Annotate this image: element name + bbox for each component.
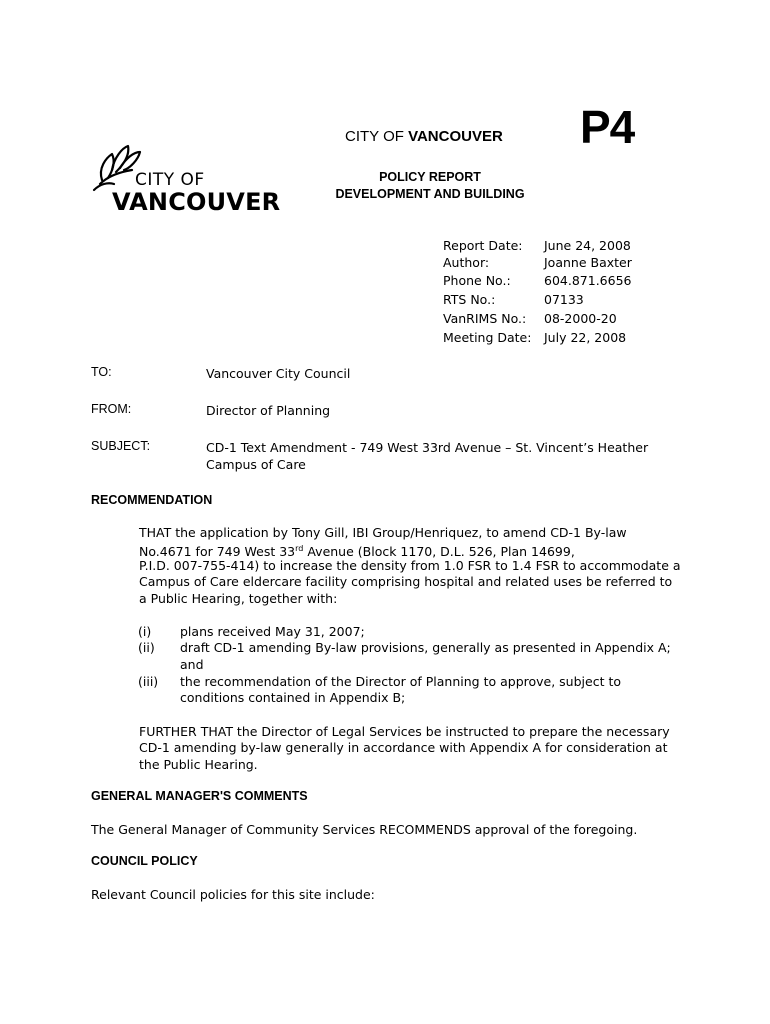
- to-label: TO:: [91, 365, 112, 379]
- recommendation-line-2b: Avenue (Block 1170, D.L. 526, Plan 14699,: [303, 544, 575, 560]
- list-item-number: (i): [138, 624, 152, 639]
- from-value: Director of Planning: [206, 403, 331, 418]
- author-label: Author:: [443, 255, 490, 270]
- gm-comments-text: The General Manager of Community Services RECOMMENDS approval of the foregoing.: [91, 822, 638, 837]
- list-item-text: the recommendation of the Director of Planning to approve, subject to: [180, 674, 622, 689]
- recommendation-line-1: THAT the application by Tony Gill, IBI Group/Henriquez, to amend CD-1 By-law: [139, 525, 627, 540]
- from-label: FROM:: [91, 402, 132, 416]
- report-type-subtitle: DEVELOPMENT AND BUILDING: [335, 187, 525, 201]
- subject-label: SUBJECT:: [91, 439, 151, 453]
- vanrims-value: 08-2000-20: [544, 311, 617, 326]
- list-item-text-continued: conditions contained in Appendix B;: [180, 690, 406, 705]
- further-line-3: the Public Hearing.: [139, 757, 258, 772]
- phone-label: Phone No.:: [443, 273, 511, 288]
- list-item-text: draft CD-1 amending By-law provisions, generally as presented in Appendix A;: [180, 640, 671, 655]
- further-line-1: FURTHER THAT the Director of Legal Services be instructed to prepare the necessary: [139, 724, 670, 739]
- report-type-title: POLICY REPORT: [379, 170, 481, 184]
- author-value: Joanne Baxter: [544, 255, 632, 270]
- meeting-date-value: July 22, 2008: [544, 330, 627, 345]
- list-item-number: (iii): [138, 674, 159, 689]
- vanrims-label: VanRIMS No.:: [443, 311, 527, 326]
- logo-vancouver: VANCOUVER: [112, 188, 281, 216]
- subject-line-1: CD-1 Text Amendment - 749 West 33rd Avenue – St. Vincent’s Heather: [206, 440, 649, 455]
- list-item-number: (ii): [138, 640, 155, 655]
- recommendation-line-5: a Public Hearing, together with:: [139, 591, 338, 606]
- list-item-text: plans received May 31, 2007;: [180, 624, 365, 639]
- rts-value: 07133: [544, 292, 584, 307]
- gm-comments-heading: GENERAL MANAGER'S COMMENTS: [91, 789, 308, 803]
- council-policy-heading: COUNCIL POLICY: [91, 854, 198, 868]
- recommendation-line-2a: No.4671 for 749 West 33: [139, 544, 296, 560]
- page-code: P4: [580, 101, 635, 153]
- rts-label: RTS No.:: [443, 292, 496, 307]
- subject-line-2: Campus of Care: [206, 457, 306, 472]
- phone-value: 604.871.6656: [544, 273, 632, 288]
- recommendation-line-3: P.I.D. 007-755-414) to increase the density from 1.0 FSR to 1.4 FSR to accommodate a: [139, 558, 681, 573]
- list-item-text-continued: and: [180, 657, 204, 672]
- council-policy-text: Relevant Council policies for this site include:: [91, 887, 375, 902]
- further-line-2: CD-1 amending by-law generally in accordance with Appendix A for consideration at: [139, 740, 668, 755]
- city-heading: [345, 128, 503, 145]
- report-date-value: June 24, 2008: [544, 238, 631, 253]
- vancouver-text: VANCOUVER: [408, 128, 503, 145]
- meeting-date-label: Meeting Date:: [443, 330, 532, 345]
- recommendation-heading: RECOMMENDATION: [91, 493, 213, 507]
- logo-city-of: CITY OF: [135, 170, 205, 190]
- city-of-text: CITY OF: [345, 128, 409, 145]
- to-value: Vancouver City Council: [206, 366, 351, 381]
- recommendation-superscript: rd: [295, 544, 304, 553]
- recommendation-line-4: Campus of Care eldercare facility comprising hospital and related uses be referred to: [139, 574, 673, 589]
- report-date-label: Report Date:: [443, 238, 523, 253]
